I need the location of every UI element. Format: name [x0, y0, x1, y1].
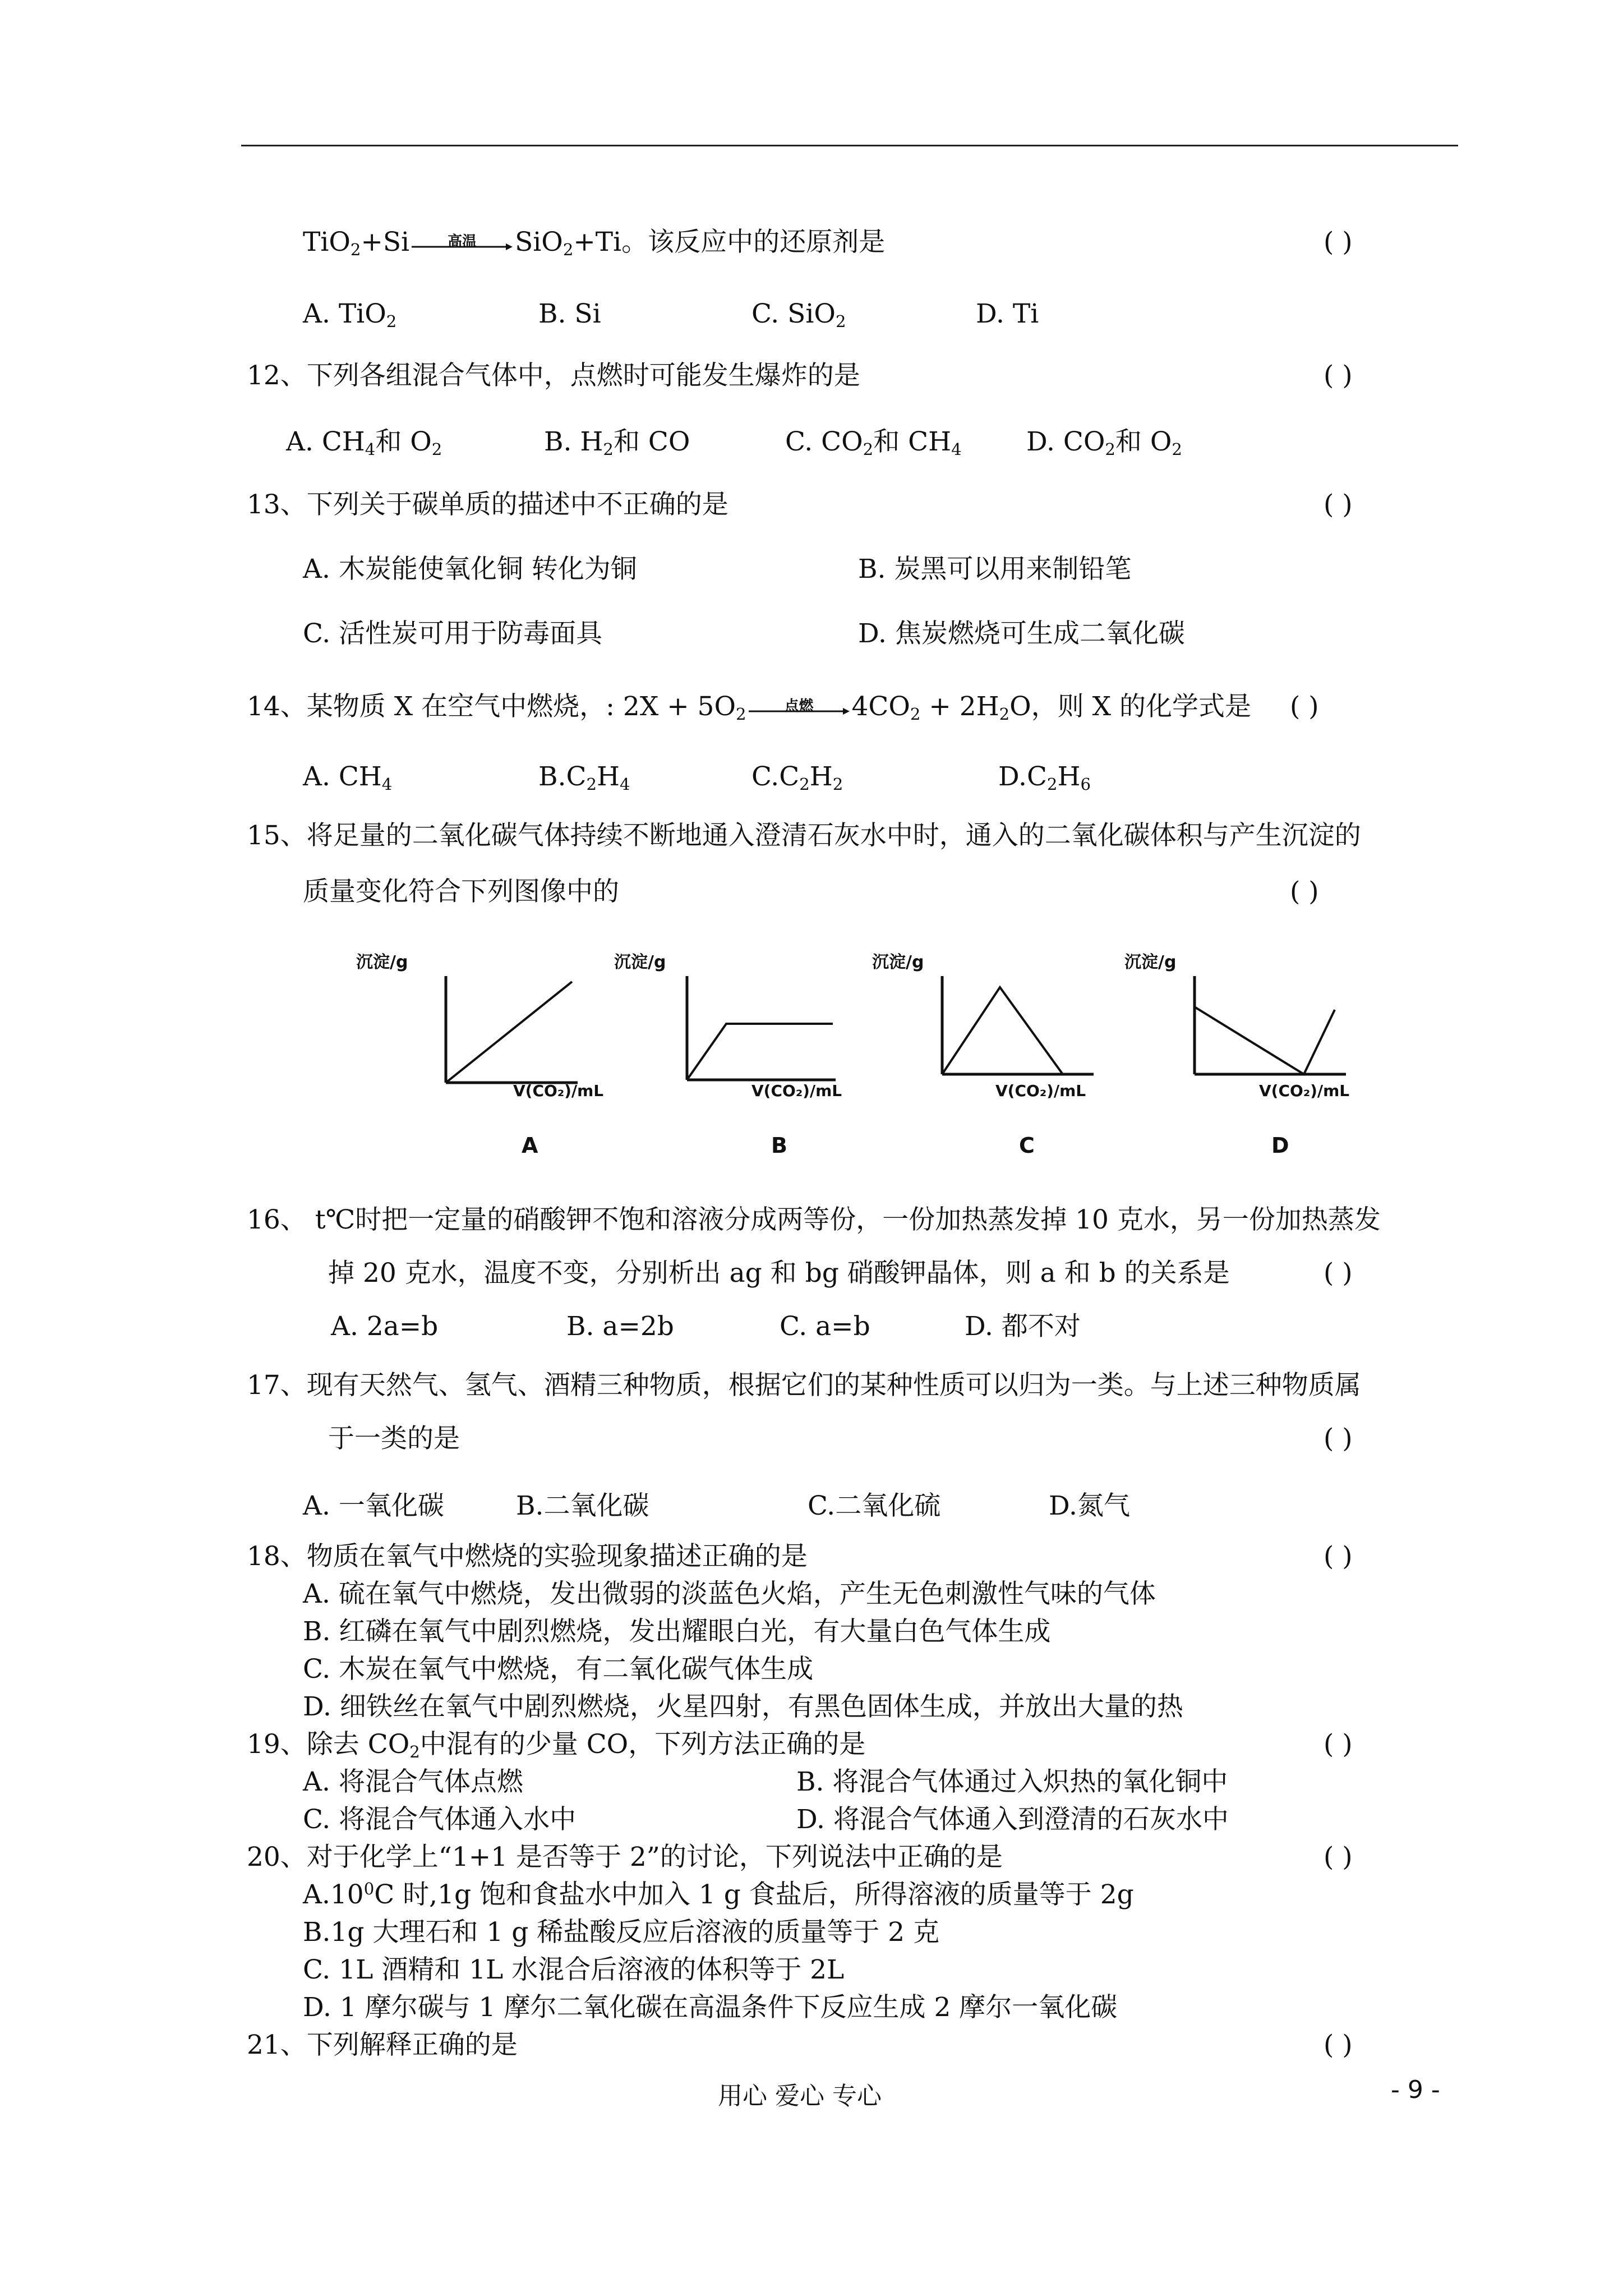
q12-option-d: D. $CO_2$和 $O_2$ [1026, 426, 1182, 459]
q18-option-b: B. 红磷在氧气中剧烈燃烧，发出耀眼白光，有大量白色气体生成 [303, 1616, 1051, 1647]
q19-option-d: D. 将混合气体通入到澄清的石灰水中 [796, 1804, 1229, 1835]
graph-d-xlabel: V(CO₂)/mL [1259, 1082, 1350, 1100]
q19-option-b: B. 将混合气体通过入炽热的氧化铜中 [796, 1766, 1228, 1797]
q20-option-a: $A.10^0C$ 时,1g 饱和食盐水中加入 1 g 食盐后，所得溶液的质量等于 2g [303, 1879, 1134, 1910]
graph-b-curve [687, 1024, 833, 1080]
q12-answer-paren: ( ) [1324, 360, 1353, 391]
reaction-arrow-icon: 点燃 [749, 697, 850, 720]
q12-option-a: A. $CH_4$和 $O_2$ [286, 426, 442, 459]
q21-stem: 21、下列解释正确的是 [247, 2030, 518, 2060]
q11-option-b: B. Si [538, 298, 601, 329]
graph-c [872, 948, 1108, 1184]
q14-option-c: $C.C_2H_2$ [751, 761, 843, 794]
graph-a-ylabel: 沉淀/g [356, 953, 408, 972]
q16-option-b: B. a=2b [566, 1311, 674, 1342]
q16-answer-paren: ( ) [1324, 1258, 1353, 1289]
q21-answer-paren: ( ) [1324, 2030, 1353, 2060]
q14-answer-paren: ( ) [1290, 691, 1319, 722]
q15-answer-paren: ( ) [1290, 876, 1319, 907]
q12-option-b: B. $H_2$和 CO [544, 426, 690, 459]
q17-option-a: A. 一氧化碳 [303, 1490, 444, 1521]
q13-option-c: C. 活性炭可用于防毒面具 [303, 618, 603, 649]
q17-stem-line2: 于一类的是 [328, 1423, 460, 1454]
q19-option-c: C. 将混合气体通入水中 [303, 1804, 577, 1835]
graph-d [1124, 948, 1360, 1184]
q11-stem: TiO$_2$+Si 高温 SiO$_2$+Ti。该反应中的还原剂是 [303, 227, 886, 260]
q12-option-c: C. $CO_2$和 $CH_4$ [785, 426, 962, 459]
q11-option-c: C. SiO$_2$ [751, 298, 846, 332]
q15-stem-line2: 质量变化符合下列图像中的 [303, 876, 619, 907]
q20-answer-paren: ( ) [1324, 1842, 1353, 1872]
q16-option-c: C. a=b [780, 1311, 870, 1342]
q14-stem: 14、某物质 X 在空气中燃烧，: $2X + 5O_2$ 点燃 $4CO_2 + 2H_2O$，则 X 的化学式是 [247, 691, 1252, 724]
graph-c-caption: C [1019, 1133, 1035, 1158]
q14-option-b: $B.C_2H_4$ [538, 761, 630, 794]
q20-option-c: C. 1L 酒精和 1L 水混合后溶液的体积等于 2L [303, 1954, 845, 1985]
reaction-arrow-icon: 高温 [412, 233, 513, 255]
q18-stem: 18、物质在氧气中燃烧的实验现象描述正确的是 [247, 1541, 808, 1572]
q18-option-a: A. 硫在氧气中燃烧，发出微弱的淡蓝色火焰，产生无色刺激性气味的气体 [303, 1579, 1156, 1609]
graph-a-curve [446, 982, 572, 1083]
q19-answer-paren: ( ) [1324, 1729, 1353, 1760]
q17-answer-paren: ( ) [1324, 1423, 1353, 1454]
q11-option-d: D. Ti [976, 298, 1039, 329]
graph-d-caption: D [1271, 1133, 1289, 1158]
q17-option-c: C.二氧化硫 [808, 1490, 941, 1521]
graph-a-xlabel: V(CO₂)/mL [513, 1082, 604, 1100]
graph-a-caption: A [522, 1133, 538, 1158]
graph-b-xlabel: V(CO₂)/mL [751, 1082, 842, 1100]
q20-stem: 20、对于化学上“1+1 是否等于 2”的讨论，下列说法中正确的是 [247, 1842, 1003, 1872]
q20-option-b: B.1g 大理石和 1 g 稀盐酸反应后溶液的质量等于 2 克 [303, 1917, 939, 1948]
graph-b-caption: B [771, 1133, 787, 1158]
q13-option-a: A. 木炭能使氧化铜 转化为铜 [303, 554, 637, 585]
q16-stem-line2: 掉 20 克水，温度不变，分别析出 ag 和 bg 硝酸钾晶体，则 a 和 b 的关系是 [328, 1258, 1230, 1289]
q14-option-a: A. $CH_4$ [303, 761, 393, 794]
q14-option-d: $D.C_2H_6$ [998, 761, 1091, 794]
q16-option-d: D. 都不对 [965, 1311, 1081, 1342]
graph-c-ylabel: 沉淀/g [872, 953, 924, 972]
graph-a [356, 948, 604, 1184]
q18-answer-paren: ( ) [1324, 1541, 1353, 1572]
q13-stem: 13、下列关于碳单质的描述中不正确的是 [247, 489, 728, 520]
q18-option-d: D. 细铁丝在氧气中剧烈燃烧，火星四射，有黑色固体生成，并放出大量的热 [303, 1691, 1183, 1722]
q13-option-d: D. 焦炭燃烧可生成二氧化碳 [858, 618, 1185, 649]
q16-option-a: A. 2a=b [331, 1311, 439, 1342]
q19-stem: 19、除去 $CO_2$中混有的少量 CO，下列方法正确的是 [247, 1729, 866, 1762]
q17-option-b: B.二氧化碳 [516, 1490, 649, 1521]
graph-c-curve [942, 987, 1063, 1074]
q11-answer-paren: ( ) [1324, 227, 1353, 257]
graph-c-xlabel: V(CO₂)/mL [995, 1082, 1086, 1100]
q11-option-a: A. TiO$_2$ [303, 298, 397, 332]
graph-b [614, 948, 850, 1184]
q13-option-b: B. 炭黑可以用来制铅笔 [858, 554, 1132, 585]
q17-option-d: D.氮气 [1049, 1490, 1130, 1521]
q20-option-d: D. 1 摩尔碳与 1 摩尔二氧化碳在高温条件下反应生成 2 摩尔一氧化碳 [303, 1992, 1118, 2023]
q17-stem-line1: 17、现有天然气、氢气、酒精三种物质，根据它们的某种性质可以归为一类。与上述三种物质属 [247, 1370, 1361, 1401]
header-rule [241, 145, 1458, 146]
page-number: - 9 - [1391, 2076, 1440, 2104]
graph-b-ylabel: 沉淀/g [614, 953, 666, 972]
q16-stem-line1: 16、 t℃时把一定量的硝酸钾不饱和溶液分成两等份，一份加热蒸发掉 10 克水，另一份加热蒸发 [247, 1204, 1381, 1235]
q15-stem-line1: 15、将足量的二氧化碳气体持续不断地通入澄清石灰水中时，通入的二氧化碳体积与产生沉淀的 [247, 820, 1361, 851]
q13-answer-paren: ( ) [1324, 489, 1353, 520]
q19-option-a: A. 将混合气体点燃 [303, 1766, 523, 1797]
q18-option-c: C. 木炭在氧气中燃烧，有二氧化碳气体生成 [303, 1654, 814, 1685]
q12-stem: 12、下列各组混合气体中，点燃时可能发生爆炸的是 [247, 360, 860, 391]
graph-d-ylabel: 沉淀/g [1124, 953, 1177, 972]
footer-motto: 用心 爱心 专心 [718, 2082, 882, 2110]
graph-d-curve [1195, 1007, 1335, 1074]
